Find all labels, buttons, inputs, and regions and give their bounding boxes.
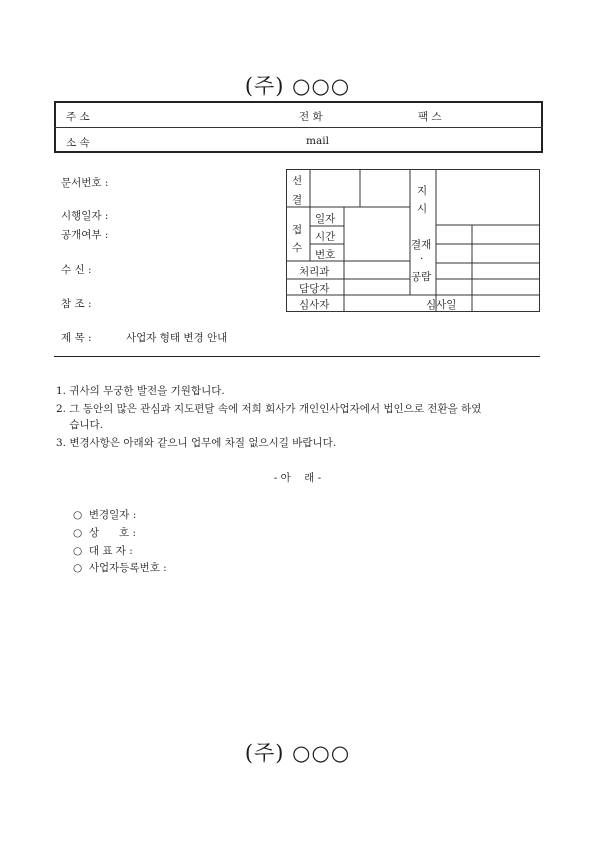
header-divider: [54, 127, 543, 128]
sun-label-b: 결: [292, 194, 303, 206]
sun-label-a: 선: [292, 175, 303, 187]
body-paragraph-2-line-2: 습니다.: [56, 419, 104, 431]
mail-label: mail: [306, 135, 329, 147]
item-representative: ○ 대 표 자 :: [73, 545, 133, 557]
approval-label-c: 공람: [411, 271, 432, 283]
department-label: 소 속: [66, 137, 90, 149]
item-business-reg-number: ○ 사업자등록번호 :: [73, 562, 167, 574]
review-date-label: 심사일: [426, 299, 457, 311]
section-divider: [54, 356, 540, 357]
recipient-label: 수 신 :: [61, 264, 92, 276]
item-change-date: ○ 변경일자 :: [73, 509, 137, 521]
reference-label: 참 조 :: [61, 298, 92, 310]
process-dept-label: 처리과: [299, 266, 330, 278]
jeop-label-a: 접: [292, 224, 303, 236]
jeop-label-b: 수: [292, 242, 303, 254]
body-paragraph-3: 3. 변경사항은 아래와 같으니 업무에 차질 없으시길 바랍니다.: [56, 437, 337, 449]
manager-label: 담당자: [299, 283, 330, 295]
approval-label-a: 결재: [411, 239, 432, 251]
company-title-bottom: (주) ○○○: [244, 741, 351, 765]
doc-number-label: 문서번호 :: [61, 177, 109, 189]
time-label: 시간: [315, 231, 336, 243]
approval-grid: [286, 169, 541, 314]
phone-label: 전 화: [299, 111, 323, 123]
exec-date-label: 시행일자 :: [61, 210, 109, 222]
address-label: 주 소: [66, 111, 90, 123]
directive-label-a: 지: [417, 185, 428, 197]
body-paragraph-2-line-1: 2. 그 동안의 많은 관심과 지도편달 속에 저희 회사가 개인인사업자에서 법인으로 전환을 하였: [56, 403, 482, 415]
number-label: 번호: [315, 249, 336, 261]
body-paragraph-1: 1. 귀사의 무궁한 발전을 기원합니다.: [56, 385, 225, 397]
reviewer-label: 심사자: [299, 299, 330, 311]
company-title-top: (주) ○○○: [244, 74, 351, 98]
disclosure-label: 공개여부 :: [61, 229, 109, 241]
item-company-name: ○ 상 호 :: [73, 527, 137, 539]
below-heading: - 아 래 -: [273, 472, 322, 484]
directive-label-b: 시: [417, 203, 428, 215]
fax-label: 팩 스: [418, 111, 442, 123]
subject-label: 제 목 :: [61, 332, 92, 344]
date-label: 일자: [315, 213, 336, 225]
approval-label-b: ·: [420, 253, 424, 265]
subject-value: 사업자 형태 변경 안내: [126, 332, 228, 344]
